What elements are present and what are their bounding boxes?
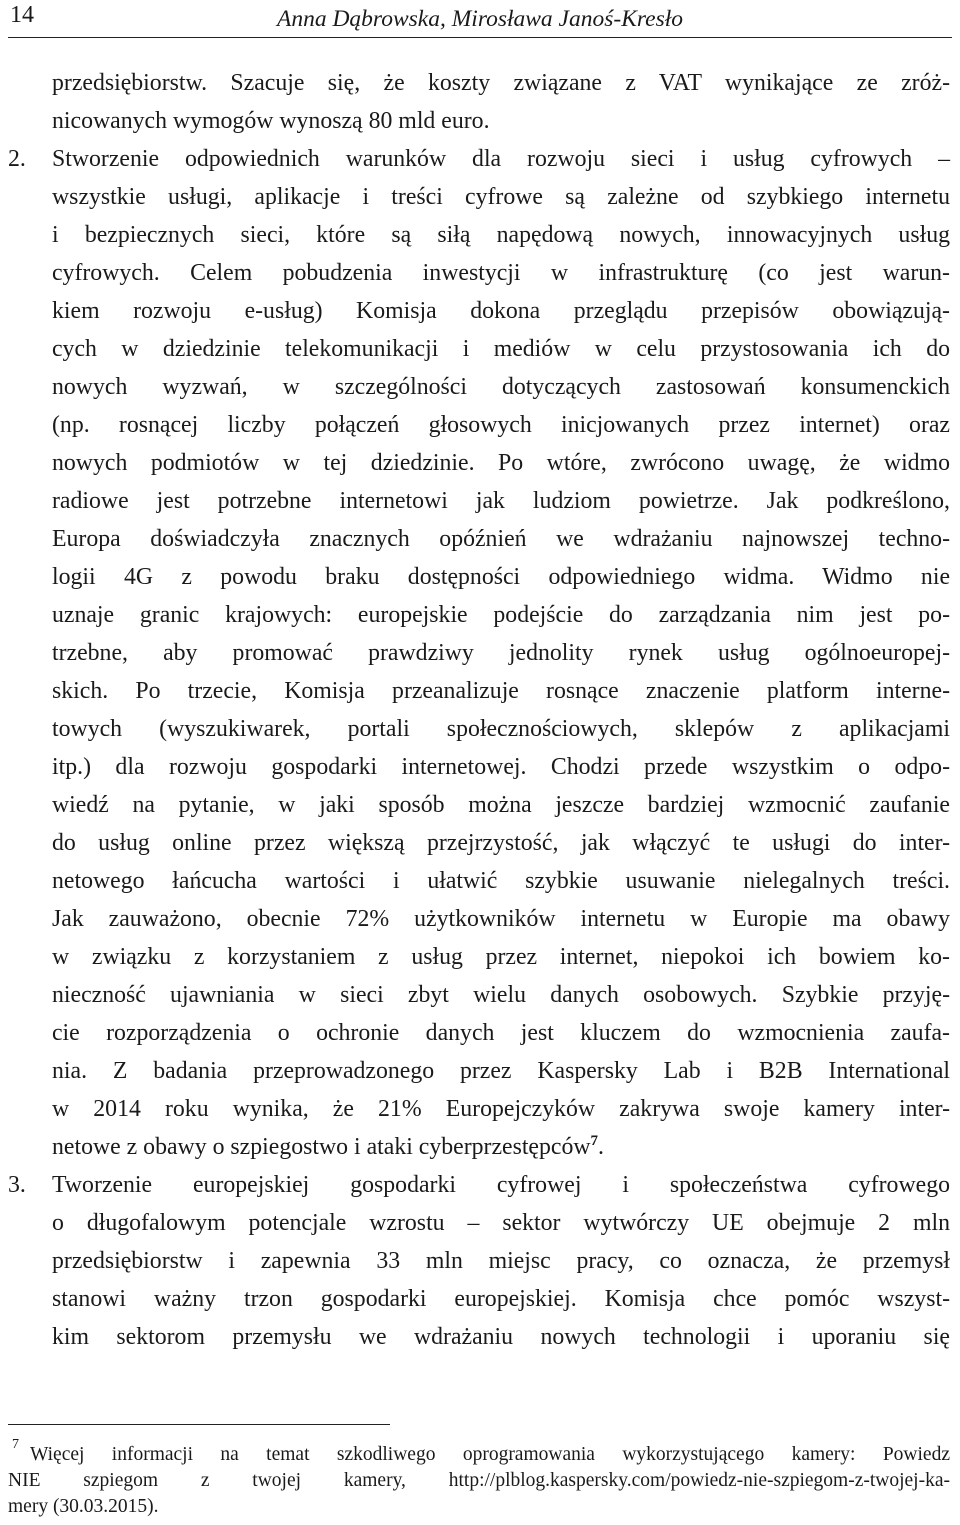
body-line: logii 4G z powodu braku dostępności odpowiedniego widma. Widmo nie xyxy=(52,564,950,590)
body-line: uznaje granic krajowych: europejskie podejście do zarządzania nim jest po- xyxy=(52,602,950,628)
body-line: o długofalowym potencjale wzrostu – sektor wytwórczy UE obejmuje 2 mln xyxy=(52,1210,950,1236)
body-line: nowych wyzwań, w szczególności dotyczących zastosowań konsumenckich xyxy=(52,374,950,400)
header-rule xyxy=(8,37,952,38)
body-line: cyfrowych. Celem pobudzenia inwestycji w infrastrukturę (co jest warun- xyxy=(52,260,950,286)
footnote-line: NIE szpiegom z twojej kamery, http://plblog.kaspersky.com/powiedz-nie-szpiegom-z-twojej-ka- xyxy=(8,1470,950,1491)
body-line: cych w dziedzinie telekomunikacji i mediów w celu przystosowania ich do xyxy=(52,336,950,362)
body-line: towych (wyszukiwarek, portali społecznościowych, sklepów z aplikacjami xyxy=(52,716,950,742)
body-line: nicowanych wymogów wynoszą 80 mld euro. xyxy=(52,108,490,134)
body-line: nowych podmiotów w tej dziedzinie. Po wtóre, zwrócono uwagę, że widmo xyxy=(52,450,950,476)
body-line: wiedź na pytanie, w jaki sposób można jeszcze bardziej wzmocnić zaufanie xyxy=(52,792,950,818)
body-line: cie rozporządzenia o ochronie danych jest kluczem do wzmocnienia zaufa- xyxy=(52,1020,950,1046)
body-line: Stworzenie odpowiednich warunków dla rozwoju sieci i usług cyfrowych – xyxy=(52,146,950,172)
body-line-with-footnote-ref xyxy=(52,1128,950,1166)
body-line-text: netowe z obawy o szpiegostwo i ataki cyberprzestępców xyxy=(52,1134,591,1160)
body-line: przedsiębiorstw i zapewnia 33 mln miejsc pracy, co oznacza, że przemysł xyxy=(52,1248,950,1274)
body-line: do usług online przez większą przejrzystość, jak włączyć te usługi do inter- xyxy=(52,830,950,856)
body-line: kim sektorom przemysłu we wdrażaniu nowych technologii i uporaniu się xyxy=(52,1324,950,1350)
body-line: nieczność ujawniania w sieci zbyt wielu danych osobowych. Szybkie przyję- xyxy=(52,982,950,1008)
sentence-period: . xyxy=(598,1134,604,1160)
body-line: netowego łańcucha wartości i ułatwić szybkie usuwanie nielegalnych treści. xyxy=(52,868,950,894)
body-line: nia. Z badania przeprowadzonego przez Kaspersky Lab i B2B International xyxy=(52,1058,950,1084)
footnote-line: mery (30.03.2015). xyxy=(8,1496,159,1517)
body-line: radiowe jest potrzebne internetowi jak ludziom powietrze. Jak podkreślono, xyxy=(52,488,950,514)
body-line: Europa doświadczyła znacznych opóźnień we wdrażaniu najnowszej techno- xyxy=(52,526,950,552)
item-number-3: 3. xyxy=(8,1172,26,1198)
footnote-rule xyxy=(8,1424,390,1425)
footnote-line: Więcej informacji na temat szkodliwego oprogramowania wykorzystującego kamery: Powiedz xyxy=(30,1444,950,1465)
body-line: wszystkie usługi, aplikacje i treści cyfrowe są zależne od szybkiego internetu xyxy=(52,184,950,210)
body-line: Tworzenie europejskiej gospodarki cyfrowej i społeczeństwa cyfrowego xyxy=(52,1172,950,1198)
body-line: itp.) dla rozwoju gospodarki internetowej. Chodzi przede wszystkim o odpo- xyxy=(52,754,950,780)
body-line: (np. rosnącej liczby połączeń głosowych inicjowanych przez internet) oraz xyxy=(52,412,950,438)
footnote-reference[interactable]: 7 xyxy=(590,1133,599,1149)
body-line: przedsiębiorstw. Szacuje się, że koszty związane z VAT wynikające ze zróż- xyxy=(52,70,950,96)
body-line: trzebne, aby promować prawdziwy jednolity rynek usług ogólnoeuropej- xyxy=(52,640,950,666)
running-head: Anna Dąbrowska, Mirosława Janoś-Kresło xyxy=(276,6,684,32)
body-line: w związku z korzystaniem z usług przez internet, niepokoi ich bowiem ko- xyxy=(52,944,950,970)
item-number-2: 2. xyxy=(8,146,26,172)
body-line: stanowi ważny trzon gospodarki europejskiej. Komisja chce pomóc wszyst- xyxy=(52,1286,950,1312)
body-line: kiem rozwoju e-usług) Komisja dokona przeglądu przepisów obowiązują- xyxy=(52,298,950,324)
body-line: i bezpiecznych sieci, które są siłą napędową nowych, innowacyjnych usług xyxy=(52,222,950,248)
body-line: w 2014 roku wynika, że 21% Europejczyków zakrywa swoje kamery inter- xyxy=(52,1096,950,1122)
footnote-number: 7 xyxy=(12,1437,19,1452)
page-number: 14 xyxy=(10,2,34,28)
body-line: skich. Po trzecie, Komisja przeanalizuje rosnące znaczenie platform interne- xyxy=(52,678,950,704)
body-line: Jak zauważono, obecnie 72% użytkowników internetu w Europie ma obawy xyxy=(52,906,950,932)
